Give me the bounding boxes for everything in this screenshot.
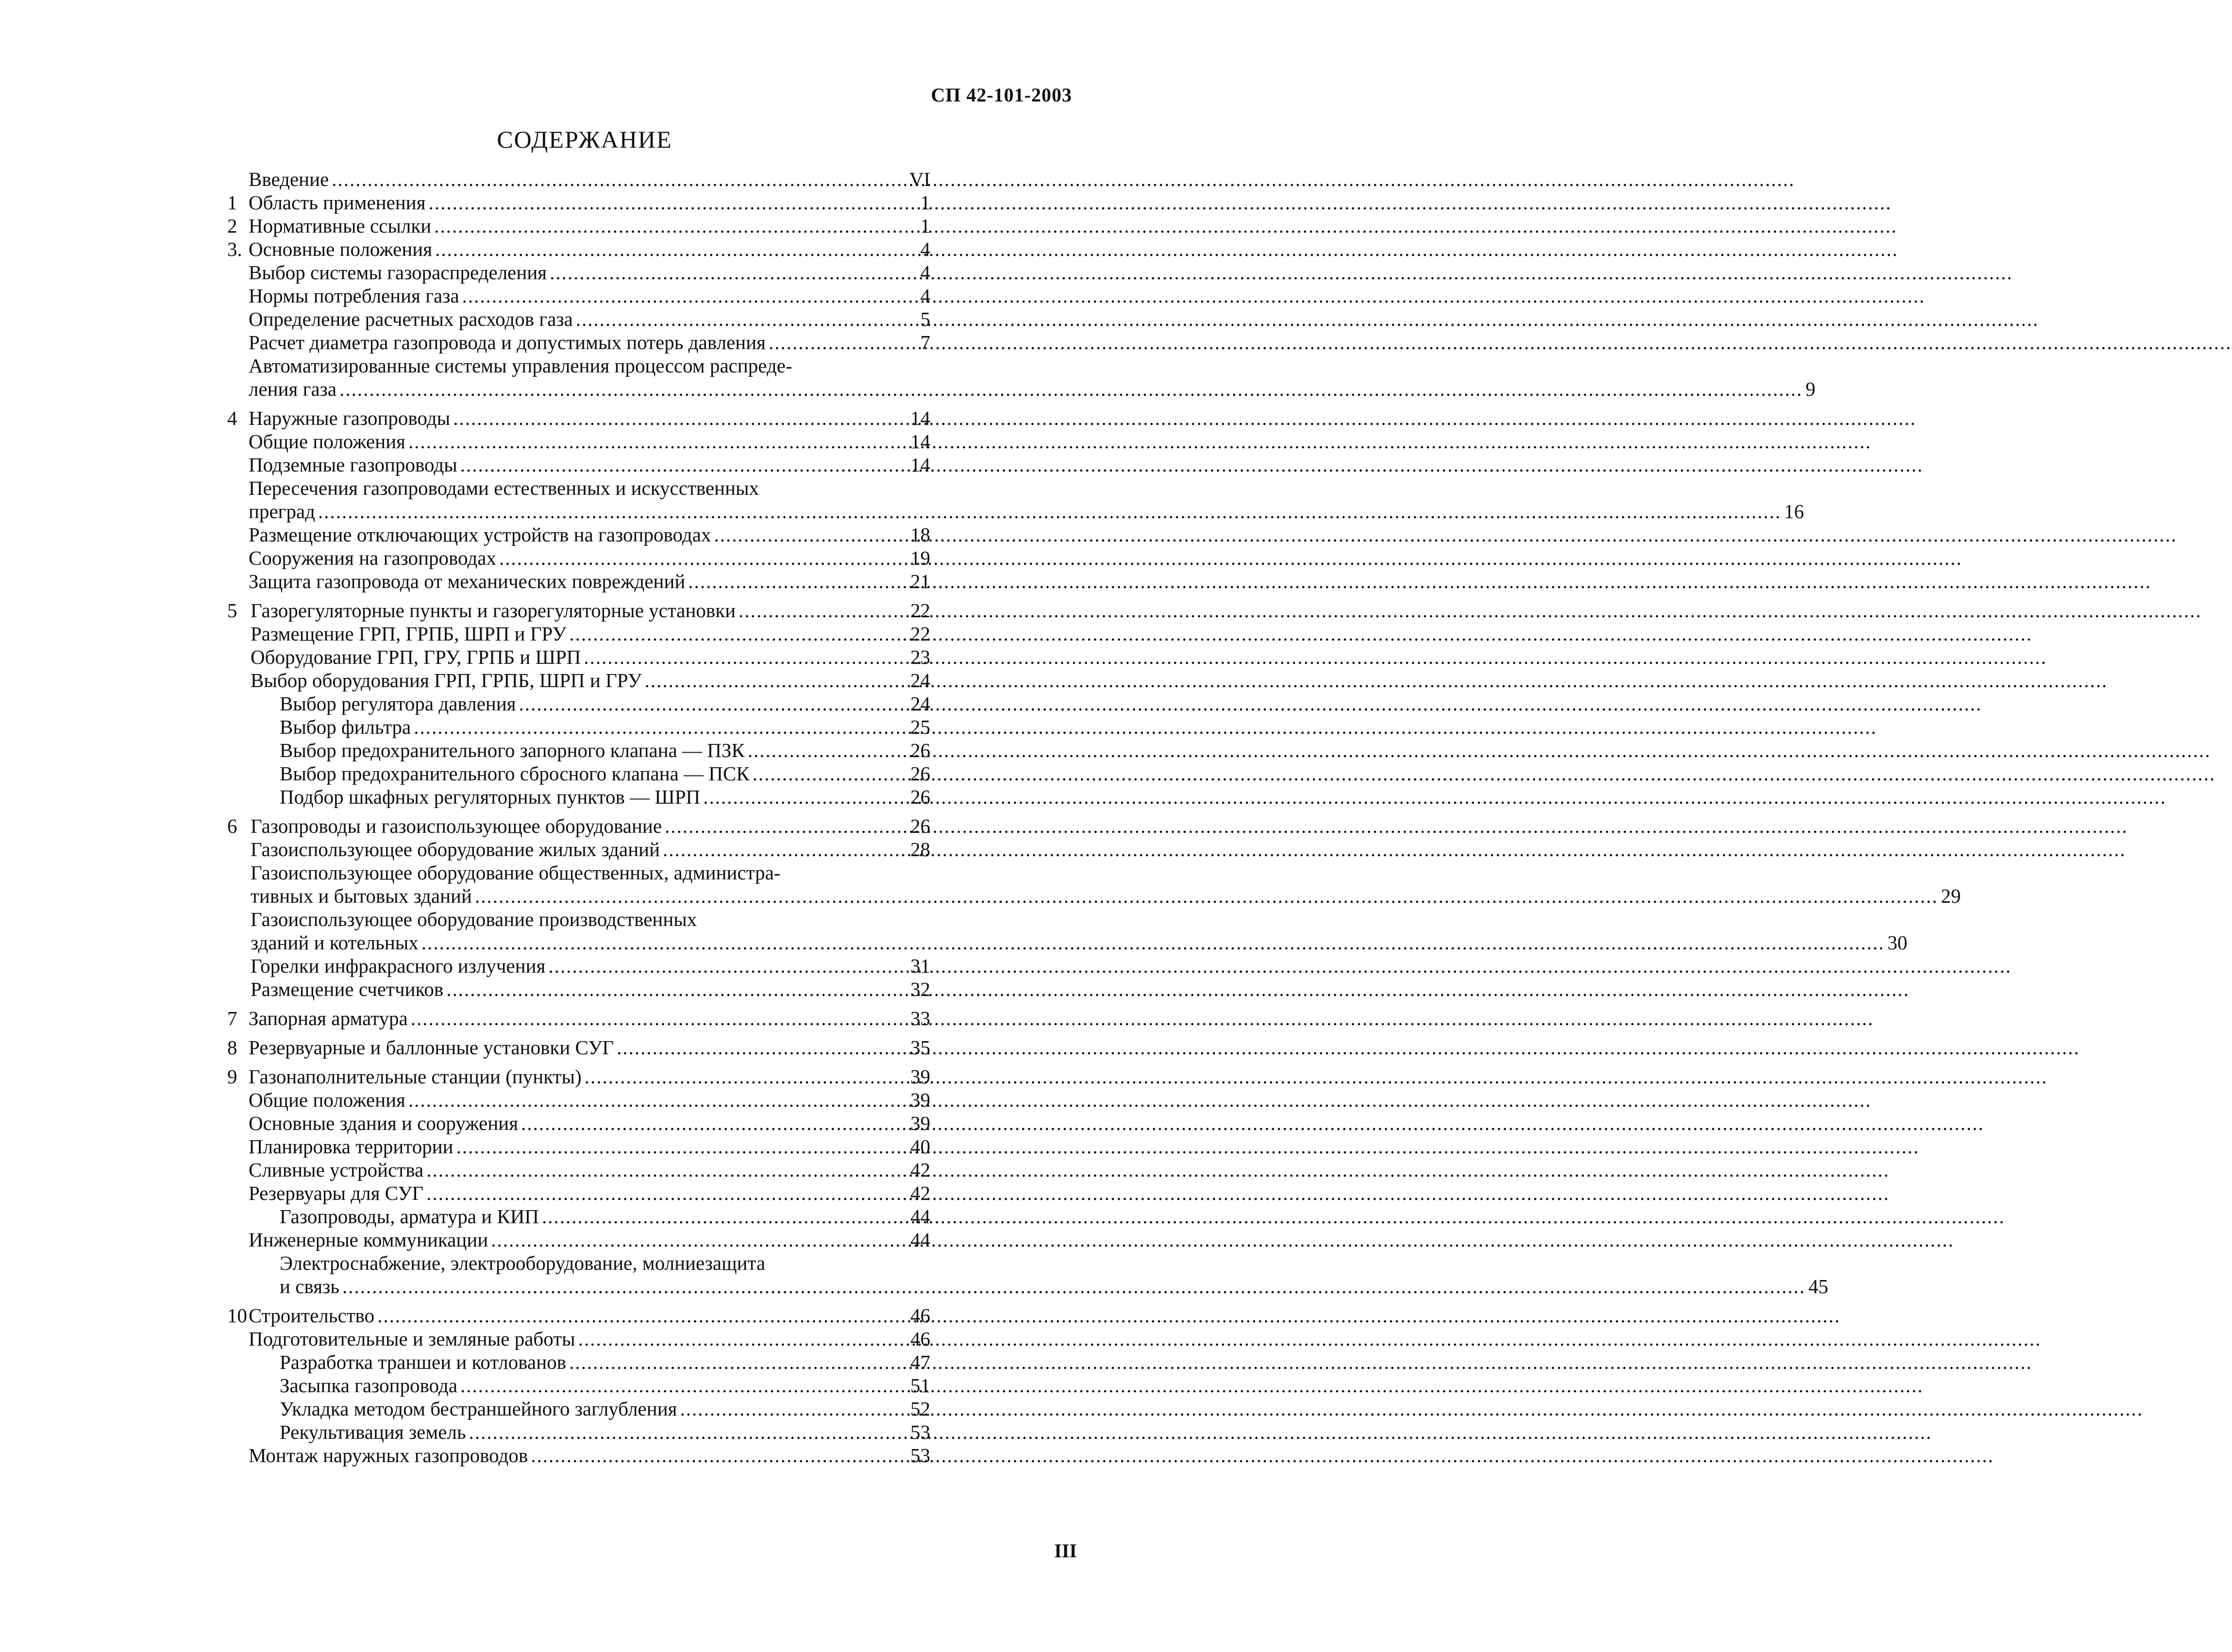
toc-dot-leader: [680, 1397, 908, 1420]
toc-dot-leader: [460, 453, 907, 476]
toc-entry-title: Область применения: [249, 191, 426, 214]
table-of-contents: [227, 168, 1961, 1467]
toc-entry-last-line: [251, 884, 1961, 908]
toc-entry-last-line: [249, 377, 1815, 401]
toc-entry-page: 26: [910, 762, 930, 785]
toc-entry-title: Укладка методом бестраншейного заглубления: [280, 1398, 677, 1420]
toc-dot-leader: [342, 1275, 1806, 1298]
toc-entry[interactable]: [227, 453, 930, 476]
toc-entry[interactable]: [227, 546, 930, 570]
toc-entry[interactable]: [227, 476, 1804, 523]
toc-entry-title-line2: преград: [249, 500, 316, 523]
toc-dot-leader: [617, 1036, 907, 1059]
toc-entry[interactable]: [227, 739, 930, 762]
toc-entry[interactable]: [227, 1350, 930, 1374]
toc-dot-leader: [318, 500, 1781, 523]
toc-dot-leader: [688, 570, 907, 593]
toc-dot-leader: [456, 1135, 907, 1158]
toc-entry-page: 1: [920, 215, 930, 237]
toc-dot-leader: [663, 838, 907, 861]
toc-entry-page: 23: [910, 646, 930, 668]
toc-entry[interactable]: [227, 1088, 930, 1112]
toc-entry-page: 44: [910, 1229, 930, 1251]
toc-entry-title-line1: Газоиспользующее оборудование общественных, администра-: [251, 861, 781, 884]
toc-dot-leader: [453, 406, 907, 430]
toc-dot-leader: [714, 523, 907, 546]
toc-entry-number: 6: [227, 815, 237, 837]
toc-entry-page: 18: [910, 523, 930, 546]
toc-entry-number: 8: [227, 1036, 237, 1059]
toc-entry-title-line1: Пересечения газопроводами естественных и искусственных: [249, 477, 759, 499]
toc-entry-title: Подготовительные и земляные работы: [249, 1328, 575, 1350]
toc-entry-page: 44: [910, 1205, 930, 1228]
toc-entry[interactable]: [227, 1112, 930, 1135]
toc-entry-page: 4: [920, 285, 930, 307]
toc-dot-leader: [521, 1112, 907, 1135]
toc-dot-leader: [469, 1420, 907, 1444]
toc-dot-leader: [462, 284, 918, 307]
toc-entry[interactable]: [227, 261, 930, 284]
toc-dot-leader: [569, 622, 907, 645]
toc-entry-page: 5: [920, 308, 930, 330]
toc-entry-title: Строительство: [249, 1304, 375, 1327]
toc-entry[interactable]: [227, 237, 930, 261]
toc-entry-last-line: [249, 500, 1804, 523]
toc-entry[interactable]: [227, 1205, 930, 1228]
toc-entry-page: 46: [910, 1304, 930, 1327]
toc-dot-leader: [584, 645, 907, 669]
toc-entry[interactable]: [227, 1007, 930, 1030]
toc-dot-leader: [665, 814, 907, 838]
toc-entry-title: Выбор фильтра: [280, 716, 411, 738]
toc-entry-title: Газопроводы, арматура и КИП: [280, 1205, 539, 1228]
toc-entry-title: Засыпка газопровода: [280, 1374, 458, 1397]
toc-entry-first-line: [280, 1251, 1828, 1275]
toc-entry-title: Нормы потребления газа: [249, 285, 459, 307]
toc-entry-title-line1: Автоматизированные системы управления процессом распреде-: [249, 354, 792, 377]
toc-dot-leader: [411, 1007, 907, 1030]
toc-entry[interactable]: [227, 1158, 930, 1181]
toc-dot-leader: [491, 1228, 907, 1251]
toc-dot-leader: [408, 430, 907, 453]
toc-entry-page: 52: [910, 1398, 930, 1420]
toc-entry-title: Запорная арматура: [249, 1007, 408, 1029]
toc-entry-title: Выбор регулятора давления: [280, 692, 516, 715]
toc-entry[interactable]: [227, 523, 930, 546]
toc-dot-leader: [548, 954, 907, 978]
toc-entry-title: Газопроводы и газоиспользующее оборудование: [251, 815, 662, 837]
toc-entry[interactable]: [227, 762, 930, 785]
toc-dot-leader: [435, 237, 917, 261]
toc-entry-title: Сливные устройства: [249, 1159, 424, 1181]
toc-entry[interactable]: [227, 622, 930, 645]
toc-entry-title: Газоиспользующее оборудование жилых зданий: [251, 838, 660, 860]
page-number: III: [1054, 1540, 1077, 1562]
toc-entry[interactable]: [227, 331, 930, 354]
toc-entry-first-line: [249, 354, 1815, 377]
toc-entry-title: Определение расчетных расходов газа: [249, 308, 573, 330]
toc-entry[interactable]: [227, 785, 930, 809]
toc-entry-first-line: [249, 476, 1804, 500]
toc-entry-page: 4: [920, 238, 930, 260]
toc-dot-leader: [753, 762, 907, 785]
toc-entry[interactable]: [227, 1181, 930, 1205]
toc-entry-page: 24: [910, 669, 930, 691]
toc-entry-number: 5: [227, 599, 237, 622]
toc-dot-leader: [429, 191, 918, 214]
toc-entry-page: 39: [910, 1112, 930, 1134]
toc-dot-leader: [377, 1304, 907, 1327]
toc-entry[interactable]: [227, 1374, 930, 1397]
toc-entry-lines: [280, 1251, 1828, 1298]
toc-entry[interactable]: [227, 307, 930, 331]
toc-entry[interactable]: [227, 861, 1961, 908]
toc-entry[interactable]: [227, 838, 930, 861]
toc-entry[interactable]: [227, 1327, 930, 1350]
toc-dot-leader: [434, 214, 917, 237]
toc-entry-number: 2: [227, 215, 237, 237]
toc-entry-title: Расчет диаметра газопровода и допустимых потерь давления: [249, 331, 766, 354]
toc-entry-title-line1: Газоиспользующее оборудование производственных: [251, 908, 697, 930]
toc-entry-page: 26: [910, 815, 930, 837]
toc-entry-title: Наружные газопроводы: [249, 407, 451, 429]
toc-entry-title: Монтаж наружных газопроводов: [249, 1444, 528, 1467]
toc-dot-leader: [339, 377, 1803, 401]
toc-entry-page: 28: [910, 838, 930, 860]
toc-entry-page: 16: [1784, 500, 1804, 523]
toc-entry-title: Подземные газопроводы: [249, 454, 457, 476]
toc-entry-title: Подбор шкафных регуляторных пунктов — ШРП: [280, 786, 701, 808]
document-code: СП 42-101-2003: [931, 84, 1072, 106]
toc-entry-title: Выбор оборудования ГРП, ГРПБ, ШРП и ГРУ: [251, 669, 642, 691]
toc-entry-title: Сооружения на газопроводах: [249, 547, 496, 569]
toc-entry-page: 22: [910, 599, 930, 622]
toc-entry[interactable]: [227, 814, 930, 838]
toc-entry[interactable]: [227, 1251, 1829, 1298]
toc-entry-title: Размещение ГРП, ГРПБ, ШРП и ГРУ: [251, 623, 567, 645]
toc-entry[interactable]: [227, 599, 930, 622]
toc-entry-page: 4: [920, 261, 930, 284]
toc-entry[interactable]: [227, 430, 930, 453]
toc-dot-leader: [542, 1205, 907, 1228]
toc-entry-page: 46: [910, 1328, 930, 1350]
toc-entry-page: 39: [910, 1089, 930, 1111]
toc-entry-number: 4: [227, 407, 237, 429]
toc-entry[interactable]: [227, 570, 930, 593]
toc-entry-title: Газорегуляторные пункты и газорегуляторные установки: [251, 599, 736, 622]
toc-entry-page: 26: [910, 739, 930, 761]
toc-entry[interactable]: [227, 645, 930, 669]
toc-entry-title: Нормативные ссылки: [249, 215, 432, 237]
toc-entry[interactable]: [227, 978, 930, 1001]
toc-entry-page: 40: [910, 1135, 930, 1158]
toc-entry-page: 53: [910, 1444, 930, 1467]
toc-entry-page: 31: [910, 955, 930, 977]
toc-entry-lines: [249, 476, 1804, 523]
toc-entry-page: 25: [910, 716, 930, 738]
toc-entry-number: 3.: [227, 238, 242, 260]
toc-dot-leader: [460, 1374, 907, 1397]
toc-dot-leader: [645, 669, 907, 692]
toc-entry-number: 9: [227, 1065, 237, 1088]
toc-entry-page: 30: [1887, 931, 1908, 954]
toc-dot-leader: [446, 978, 907, 1001]
toc-entry[interactable]: [227, 1228, 930, 1251]
toc-entry[interactable]: [227, 168, 930, 191]
toc-dot-leader: [769, 331, 917, 354]
toc-entry[interactable]: [227, 669, 930, 692]
toc-entry-title: Общие положения: [249, 1089, 405, 1111]
toc-entry-title: Разработка траншеи и котлованов: [280, 1351, 567, 1373]
toc-dot-leader: [414, 715, 907, 739]
toc-entry-title: Инженерные коммуникации: [249, 1229, 488, 1251]
toc-entry-title-line2: ления газа: [249, 378, 337, 400]
toc-entry-lines: [251, 861, 1961, 908]
toc-entry[interactable]: [227, 354, 1816, 401]
toc-entry-page: 29: [1941, 885, 1961, 907]
toc-entry-page: 33: [910, 1007, 930, 1029]
toc-entry-title-line2: зданий и котельных: [251, 931, 419, 954]
toc-entry-title: Введение: [249, 168, 329, 190]
toc-entry-page: 19: [910, 547, 930, 569]
toc-dot-leader: [576, 307, 918, 331]
toc-entry-title: Резервуарные и баллонные установки СУГ: [249, 1036, 614, 1059]
toc-entry-number: 10: [227, 1304, 247, 1327]
toc-entry-title: Выбор предохранительного запорного клапана — ПЗК: [280, 739, 745, 761]
toc-entry-last-line: [280, 1275, 1828, 1298]
toc-entry[interactable]: [227, 1420, 930, 1444]
toc-entry-page: 32: [910, 978, 930, 1000]
toc-entry-page: 21: [910, 570, 930, 592]
toc-dot-leader: [332, 168, 906, 191]
toc-entry[interactable]: [227, 1444, 930, 1467]
toc-entry-page: 14: [910, 454, 930, 476]
toc-dot-leader: [519, 692, 907, 715]
toc-entry-title: Основные положения: [249, 238, 433, 260]
toc-entry-page: 47: [910, 1351, 930, 1373]
toc-entry-page: 24: [910, 692, 930, 715]
toc-entry-title: Общие положения: [249, 430, 405, 453]
toc-entry-title: Основные здания и сооружения: [249, 1112, 519, 1134]
toc-entry-page: 1: [920, 191, 930, 214]
toc-entry-page: 51: [910, 1374, 930, 1397]
page-title: СОДЕРЖАНИЕ: [497, 126, 672, 153]
toc-entry-page: 7: [920, 331, 930, 354]
toc-dot-leader: [703, 785, 907, 809]
toc-entry[interactable]: [227, 191, 930, 214]
toc-dot-leader: [426, 1158, 907, 1181]
toc-entry-page: 42: [910, 1182, 930, 1204]
toc-entry[interactable]: [227, 1397, 930, 1420]
toc-entry-number: 1: [227, 191, 237, 214]
toc-entry-title: Горелки инфракрасного излучения: [251, 955, 546, 977]
toc-entry-title-line2: и связь: [280, 1275, 339, 1298]
toc-dot-leader: [475, 884, 1938, 908]
toc-entry[interactable]: [227, 1036, 930, 1059]
toc-entry-title: Выбор системы газораспределения: [249, 261, 547, 284]
toc-entry-page: 42: [910, 1159, 930, 1181]
toc-entry[interactable]: [227, 954, 930, 978]
toc-dot-leader: [408, 1088, 907, 1112]
toc-entry[interactable]: [227, 1135, 930, 1158]
toc-entry-number: 7: [227, 1007, 237, 1029]
toc-entry-title-line1: Электроснабжение, электрооборудование, молниезащита: [280, 1252, 766, 1274]
toc-dot-leader: [531, 1444, 907, 1467]
toc-entry[interactable]: [227, 692, 930, 715]
toc-entry-title: Резервуары для СУГ: [249, 1182, 424, 1204]
toc-entry-lines: [251, 908, 1907, 954]
toc-entry-first-line: [251, 861, 1961, 884]
toc-entry-page: 26: [910, 786, 930, 808]
toc-entry[interactable]: [227, 1065, 930, 1088]
toc-entry[interactable]: [227, 1304, 930, 1327]
toc-dot-leader: [550, 261, 917, 284]
toc-entry-page: 9: [1805, 378, 1816, 400]
toc-entry-title: Защита газопровода от механических повреждений: [249, 570, 686, 592]
toc-entry-title: Выбор предохранительного сбросного клапана — ПСК: [280, 762, 750, 785]
toc-dot-leader: [748, 739, 907, 762]
toc-dot-leader: [569, 1350, 907, 1374]
toc-dot-leader: [585, 1065, 907, 1088]
toc-entry-page: 35: [910, 1036, 930, 1059]
toc-entry-title-line2: тивных и бытовых зданий: [251, 885, 472, 907]
toc-dot-leader: [499, 546, 907, 570]
toc-entry-title: Рекультивация земель: [280, 1421, 466, 1443]
toc-entry[interactable]: [227, 284, 930, 307]
toc-entry[interactable]: [227, 406, 930, 430]
toc-entry-page: 22: [910, 623, 930, 645]
toc-entry-title: Газонаполнительные станции (пункты): [249, 1065, 582, 1088]
toc-entry-page: 53: [910, 1421, 930, 1443]
toc-entry-title: Оборудование ГРП, ГРУ, ГРПБ и ШРП: [251, 646, 581, 668]
toc-entry[interactable]: [227, 715, 930, 739]
toc-entry-title: Размещение счетчиков: [251, 978, 444, 1000]
toc-entry-page: 39: [910, 1065, 930, 1088]
toc-entry[interactable]: [227, 214, 930, 237]
toc-dot-leader: [738, 599, 907, 622]
toc-entry-page: VI: [909, 168, 930, 190]
toc-entry[interactable]: [227, 908, 1908, 954]
toc-dot-leader: [426, 1181, 907, 1205]
toc-entry-title: Размещение отключающих устройств на газопроводах: [249, 523, 711, 546]
toc-entry-lines: [249, 354, 1815, 401]
toc-dot-leader: [421, 931, 1885, 954]
toc-entry-title: Планировка территории: [249, 1135, 453, 1158]
toc-entry-first-line: [251, 908, 1907, 931]
toc-entry-page: 45: [1808, 1275, 1829, 1298]
toc-entry-last-line: [251, 931, 1907, 954]
toc-entry-page: 14: [910, 407, 930, 429]
toc-dot-leader: [578, 1327, 907, 1350]
toc-entry-page: 14: [910, 430, 930, 453]
